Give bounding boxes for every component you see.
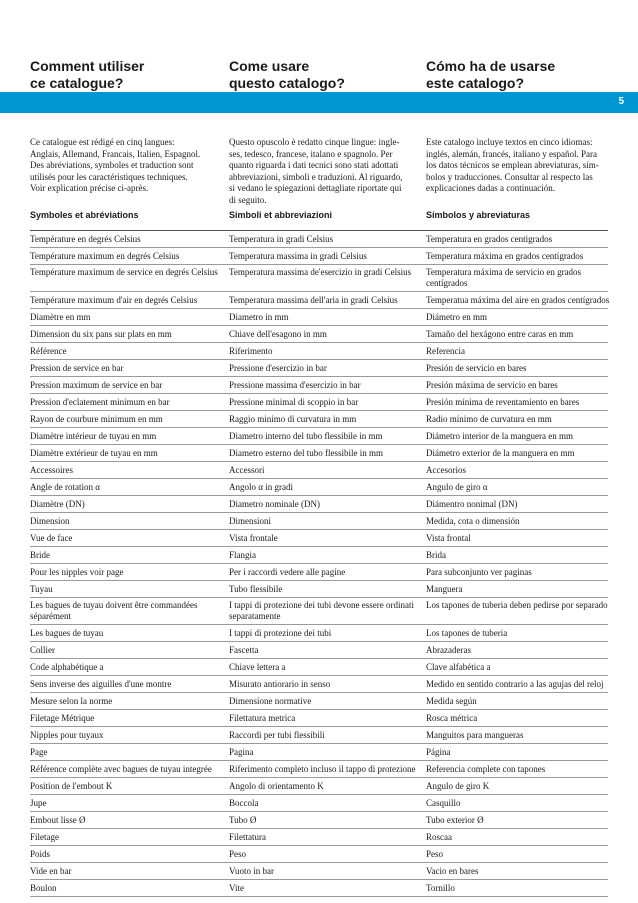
cell-italian: Peso	[229, 849, 247, 859]
cell-italian: Temperatura in gradi Celsius	[229, 234, 334, 244]
table-row	[30, 581, 608, 598]
cell-italian: Angolo di orientamento K	[229, 781, 324, 791]
intro-italian	[229, 137, 402, 207]
subhead-french: Symboles et abréviations	[30, 210, 139, 220]
table-row	[30, 693, 608, 710]
cell-spanish: Para subconjunto ver paginas	[426, 567, 532, 577]
intro-line: abbreviazioni, simboli e traduzioni. Al riguardo,	[229, 171, 403, 182]
cell-spanish: Angulo de giro α	[426, 482, 488, 492]
cell-french: Dimension	[30, 516, 70, 526]
table-row	[30, 513, 608, 530]
cell-italian: Pressione d'esercizio in bar	[229, 363, 327, 373]
header-italian-line1: Come usare	[229, 58, 310, 74]
table-row	[30, 598, 608, 625]
cell-french: Page	[30, 747, 48, 757]
table-row	[30, 360, 608, 377]
cell-spanish: Medida según	[426, 696, 477, 706]
intro-line: si vedano le spiegazioni dettagliate riportate qui	[229, 183, 402, 194]
cell-french: Vue de face	[30, 533, 73, 543]
cell-spanish: Casquillo	[426, 798, 461, 808]
table-row	[30, 710, 608, 727]
cell-spanish: Medida, cota o dimensión	[426, 516, 520, 526]
cell-italian: Dimensione normative	[229, 696, 312, 706]
cell-french: Température en degrés Celsius	[30, 234, 141, 244]
cell-french: Jupe	[30, 798, 47, 808]
table-row	[30, 564, 608, 581]
table-row	[30, 625, 608, 642]
subhead-italian: Simboli et abbreviazioni	[229, 210, 333, 220]
cell-italian: Pagina	[229, 747, 254, 757]
intro-line: inglés, alemán, francés, italiano y español. Para	[426, 148, 597, 159]
cell-spanish: Brida	[426, 550, 446, 560]
cell-spanish: Accesorios	[426, 465, 466, 475]
cell-spanish: Medido en sentido contrario a las agujas del reloj	[426, 679, 604, 689]
cell-italian: Angolo α in gradi	[229, 482, 293, 492]
cell-italian: Raccordi per tubi flessibili	[229, 730, 325, 740]
cell-italian: Diametro in mm	[229, 312, 289, 322]
cell-italian: Diametro interno del tubo flessibile in mm	[229, 431, 383, 441]
cell-french: Angle de rotation α	[30, 482, 100, 492]
table-row	[30, 248, 608, 265]
cell-italian: Riferimento	[229, 346, 273, 356]
cell-french: Référence complète avec bagues de tuyau integrée	[30, 764, 212, 774]
cell-french: Code alphabétique a	[30, 662, 104, 672]
header-french	[30, 58, 144, 92]
table-row	[30, 795, 608, 812]
cell-italian: Filettatura	[229, 832, 266, 842]
table-row	[30, 343, 608, 360]
cell-italian: Temperatura massima dell'aria in gradi Celsius	[229, 295, 398, 305]
table-row	[30, 642, 608, 659]
subhead-spanish: Símbolos y abreviaturas	[426, 210, 531, 220]
header-french-line2: ce catalogue?	[30, 75, 124, 91]
cell-french: Diamètre (DN)	[30, 499, 85, 509]
intro-line: utilisés pour les caractéristiques techniques.	[30, 171, 188, 182]
table-row	[30, 265, 608, 292]
cell-french: Température maximum en degrés Celsius	[30, 251, 180, 261]
table-row	[30, 496, 608, 513]
cell-italian: Vuoto in bar	[229, 866, 274, 876]
cell-french: Rayon de courbure minimum en mm	[30, 414, 163, 424]
cell-spanish: Página	[426, 747, 451, 757]
cell-spanish: Presión mínima de reventamiento en bares	[426, 397, 580, 407]
cell-italian: Pressione massima d'esercizio in bar	[229, 380, 361, 390]
cell-spanish: Temperatua máxima del aire en grados centígrados	[426, 295, 610, 305]
intro-line: Este catalogo incluye textos en cinco idiomas:	[426, 137, 593, 147]
cell-french: Température maximum de service en degrés Celsius	[30, 267, 218, 277]
cell-italian: Chiave dell'esagono in mm	[229, 329, 327, 339]
cell-italian: Misurato antiorario in senso	[229, 679, 331, 689]
intro-line: explicaciones dadas a continuación.	[426, 183, 555, 194]
cell-italian: Boccola	[229, 798, 259, 808]
table-row	[30, 727, 608, 744]
cell-spanish: Clave alfabética a	[426, 662, 491, 672]
table-row	[30, 547, 608, 564]
header-italian	[229, 58, 345, 92]
cell-spanish: Referencia complete con tapones	[426, 764, 546, 774]
table-row	[30, 880, 608, 897]
table-row	[30, 231, 608, 248]
intro-line: Ce catalogue est rédigé en cinq langues:	[30, 137, 175, 147]
cell-french: Filetage Métrique	[30, 713, 95, 723]
cell-french: Sens inverse des aiguilles d'une montre	[30, 679, 172, 689]
cell-spanish: Abrazaderas	[426, 645, 471, 655]
table-row	[30, 326, 608, 343]
intro-line: Voir explication précise ci-après.	[30, 183, 149, 194]
glossary-table	[0, 231, 638, 897]
cell-spanish: Diámetro interior de la manguera en mm	[426, 431, 573, 441]
table-row	[30, 479, 608, 496]
intro-spanish	[426, 137, 599, 195]
cell-italian: Diametro esterno del tubo flessibile in mm	[229, 448, 383, 458]
cell-french: Accessoires	[30, 465, 73, 475]
cell-spanish: Radio mínimo de curvatura en mm	[426, 414, 552, 424]
header-spanish-line2: este catalogo?	[426, 75, 525, 91]
cell-french: Filetage	[30, 832, 59, 842]
cell-french: Pression maximum de service en bar	[30, 380, 163, 390]
cell-italian: Per i raccordi vedere alle pagine	[229, 567, 346, 577]
intro-line: los datos técnicos se emplean abreviaturas, sím-	[426, 160, 599, 171]
cell-spanish: Peso	[426, 849, 444, 859]
cell-italian: Vite	[229, 883, 244, 893]
intro-line: Questo opuscolo è redatto cinque lingue: ingle-	[229, 137, 400, 147]
cell-spanish: Vacio en bares	[426, 866, 479, 876]
cell-italian: Tubo flessibile	[229, 584, 283, 594]
cell-spanish: Diámetro en mm	[426, 312, 487, 322]
table-row	[30, 863, 608, 880]
table-row	[30, 394, 608, 411]
intro-line: ses, tedesco, francese, italano e spagnolo. Per	[229, 148, 393, 159]
table-row	[30, 744, 608, 761]
cell-italian: Flangia	[229, 550, 256, 560]
table-row	[30, 445, 608, 462]
cell-french: Pression de service en bar	[30, 363, 124, 373]
cell-french: Diamètre extérieur de tuyau en mm	[30, 448, 158, 458]
table-row	[30, 778, 608, 795]
cell-italian: Raggio minimo di curvatura in mm	[229, 414, 357, 424]
cell-french: Pour les nipples voir page	[30, 567, 124, 577]
cell-italian: I tappi di protezione dei tubi devone essere ordinati separatamente	[229, 600, 414, 621]
cell-spanish: Temperatura máxima de servicio en grados centígrados	[426, 267, 582, 288]
cell-italian: I tappi di protezione dei tubi	[229, 628, 332, 638]
cell-italian: Riferimento completo incluso il tappo di protezione	[229, 764, 416, 774]
cell-italian: Fascetta	[229, 645, 259, 655]
cell-french: Collier	[30, 645, 55, 655]
cell-french: Référence	[30, 346, 67, 356]
table-row	[30, 292, 608, 309]
table-row	[30, 462, 608, 479]
cell-spanish: Manguera	[426, 584, 463, 594]
cell-french: Boulon	[30, 883, 57, 893]
intro-line: di seguito.	[229, 194, 267, 205]
header-spanish-line1: Cómo ha de usarse	[426, 58, 556, 74]
table-row	[30, 428, 608, 445]
cell-italian: Temperatura massima de'esercizio in gradi Celsius	[229, 267, 412, 277]
cell-spanish: Presión máxima de servicio en bares	[426, 380, 558, 390]
header-spanish	[426, 58, 555, 92]
cell-spanish: Rosca métrica	[426, 713, 478, 723]
table-row	[30, 846, 608, 863]
header-italian-line2: questo catalogo?	[229, 75, 345, 91]
cell-italian: Chiave lettera a	[229, 662, 286, 672]
intro-line: Des abréviations, symboles et traduction sont	[30, 160, 194, 171]
table-row	[30, 411, 608, 428]
cell-italian: Accessori	[229, 465, 265, 475]
cell-french: Vide en bar	[30, 866, 72, 876]
cell-spanish: Diámentro nonimal (DN)	[426, 499, 518, 509]
cell-italian: Vista frontale	[229, 533, 278, 543]
table-row	[30, 309, 608, 326]
cell-french: Diamètre en mm	[30, 312, 91, 322]
page-headers	[0, 58, 638, 92]
cell-french: Les bagues de tuyau doivent être commandées séparément	[30, 600, 198, 621]
cell-spanish: Los tapones de tuberia deben pedirse por separado	[426, 600, 608, 610]
cell-french: Température maximum d'air en degrés Celsius	[30, 295, 198, 305]
table-row	[30, 812, 608, 829]
table-row	[30, 530, 608, 547]
cell-italian: Temperatura massima in gradi Celsius	[229, 251, 367, 261]
cell-italian: Tubo Ø	[229, 815, 257, 825]
intro-line: Anglais, Allemand, Francais, Italien, Espagnol.	[30, 148, 201, 159]
table-row	[30, 829, 608, 846]
cell-french: Les bagues de tuyau	[30, 628, 104, 638]
cell-french: Embout lisse Ø	[30, 815, 86, 825]
cell-spanish: Temperatura en grados centigrados	[426, 234, 553, 244]
table-row	[30, 676, 608, 693]
intro-french	[30, 137, 200, 195]
table-row	[30, 761, 608, 778]
table-row	[30, 659, 608, 676]
cell-french: Poids	[30, 849, 51, 859]
cell-french: Bride	[30, 550, 50, 560]
cell-french: Pression d'eclatement minimum en bar	[30, 397, 170, 407]
header-french-line1: Comment utiliser	[30, 58, 145, 74]
cell-spanish: Vista frontal	[426, 533, 471, 543]
cell-spanish: Temperatura máxima en grados centígrados	[426, 251, 584, 261]
cell-spanish: Angulo de giro K	[426, 781, 490, 791]
cell-italian: Filettatura metrica	[229, 713, 296, 723]
page-number: 5	[618, 96, 624, 107]
cell-spanish: Manguitos para mangueras	[426, 730, 524, 740]
cell-italian: Dimensioni	[229, 516, 271, 526]
cell-french: Nipples pour tuyaux	[30, 730, 104, 740]
cell-spanish: Presión de servicio en bares	[426, 363, 527, 373]
cell-spanish: Roscaa	[426, 832, 452, 842]
cell-french: Tuyau	[30, 584, 53, 594]
cell-spanish: Tornillo	[426, 883, 455, 893]
intro-line: quanto riguarda i dati tecnici sono stati adottati	[229, 160, 399, 171]
intro-line: bolos y traducciones. Consultar al respecto las	[426, 171, 593, 182]
table-row	[30, 377, 608, 394]
cell-french: Dimension du six pans sur plats en mm	[30, 329, 172, 339]
cell-spanish: Diámetro exterior de la manguera en mm	[426, 448, 575, 458]
cell-spanish: Referencia	[426, 346, 465, 356]
cell-french: Position de l'embout K	[30, 781, 113, 791]
cell-spanish: Tubo exterior Ø	[426, 815, 484, 825]
cell-italian: Pressione minimal di scoppio in bar	[229, 397, 359, 407]
cell-spanish: Los tapones de tuberia	[426, 628, 508, 638]
cell-french: Diamètre intérieur de tuyau en mm	[30, 431, 157, 441]
cell-french: Mesure selon la norme	[30, 696, 113, 706]
cell-spanish: Tamaño del hexágono entre caras en mm	[426, 329, 574, 339]
blue-band	[0, 92, 638, 113]
cell-italian: Diametro nominale (DN)	[229, 499, 320, 509]
